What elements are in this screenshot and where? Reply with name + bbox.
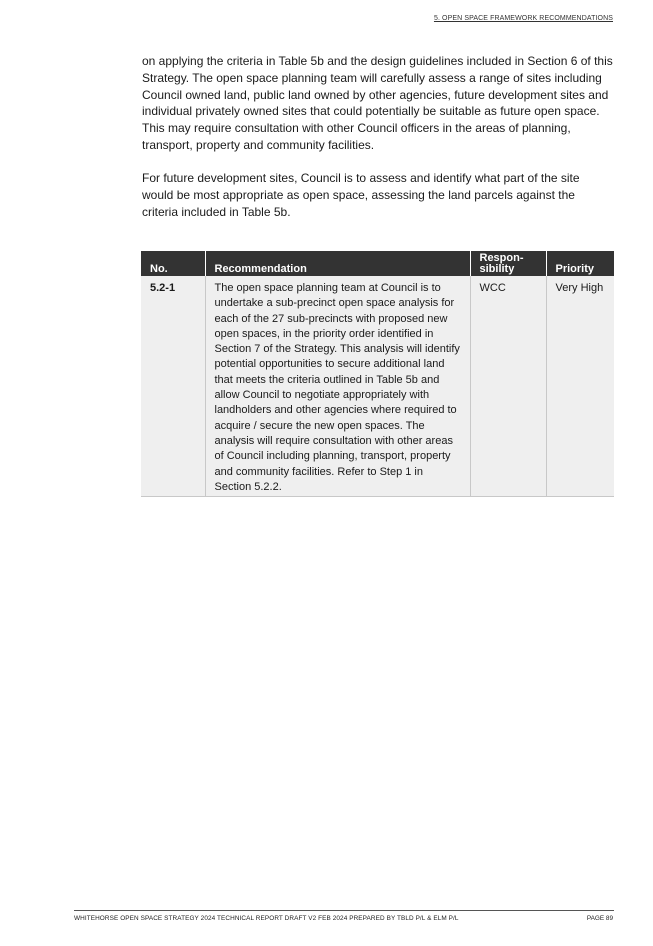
cell-responsibility: WCC xyxy=(470,276,546,497)
cell-priority: Very High xyxy=(546,276,614,497)
paragraph-text: For future development sites, Council is to assess and identify what part of the site would be most appropriate as open space, assessing the land parcels against the criteria included in Table 5b. xyxy=(142,171,580,219)
cell-no: 5.2-1 xyxy=(141,276,205,497)
header-responsibility: Respon-sibility xyxy=(470,251,546,276)
header-no: No. xyxy=(141,251,205,276)
footer-page-number: PAGE 89 xyxy=(586,915,613,922)
cell-recommendation: The open space planning team at Council is to undertake a sub-precinct open space analysis for each of the 27 sub-precincts with proposed new open spaces, in the priority order identified in Section 7 of the Strategy. This analysis will identify potential opportunities to secure additional land that meets the criteria outlined in Table 5b and allow Council to negotiate appropriately with landholders and other agencies where required to acquire / secure the new open spaces. The analysis will require consultation with other areas of Council including planning, transport, property and community facilities. Refer to Step 1 in Section 5.2.2. xyxy=(205,276,470,497)
table-header-row xyxy=(141,251,614,276)
header-priority: Priority xyxy=(546,251,614,276)
footer-document-info: WHITEHORSE OPEN SPACE STRATEGY 2024 TECHNICAL REPORT DRAFT V2 FEB 2024 PREPARED BY TBLD P/L & ELM P/L xyxy=(74,915,459,922)
body-paragraph-2 xyxy=(142,170,614,220)
table-row xyxy=(141,276,614,497)
footer-divider xyxy=(74,910,614,911)
header-recommendation: Recommendation xyxy=(205,251,470,276)
running-header: 5. OPEN SPACE FRAMEWORK RECOMMENDATIONS xyxy=(433,15,613,22)
recommendation-table xyxy=(141,251,614,497)
body-paragraph-1 xyxy=(142,53,614,154)
paragraph-text: on applying the criteria in Table 5b and the design guidelines included in Section 6 of this Strategy. The open space planning team will carefully assess a range of sites including Council owned land, public land owned by other agencies, future development sites and individual privately owned sites that could potentially be suitable as future open space. This may require consultation with other Council officers in the areas of planning, transport, property and community facilities. xyxy=(142,54,613,152)
